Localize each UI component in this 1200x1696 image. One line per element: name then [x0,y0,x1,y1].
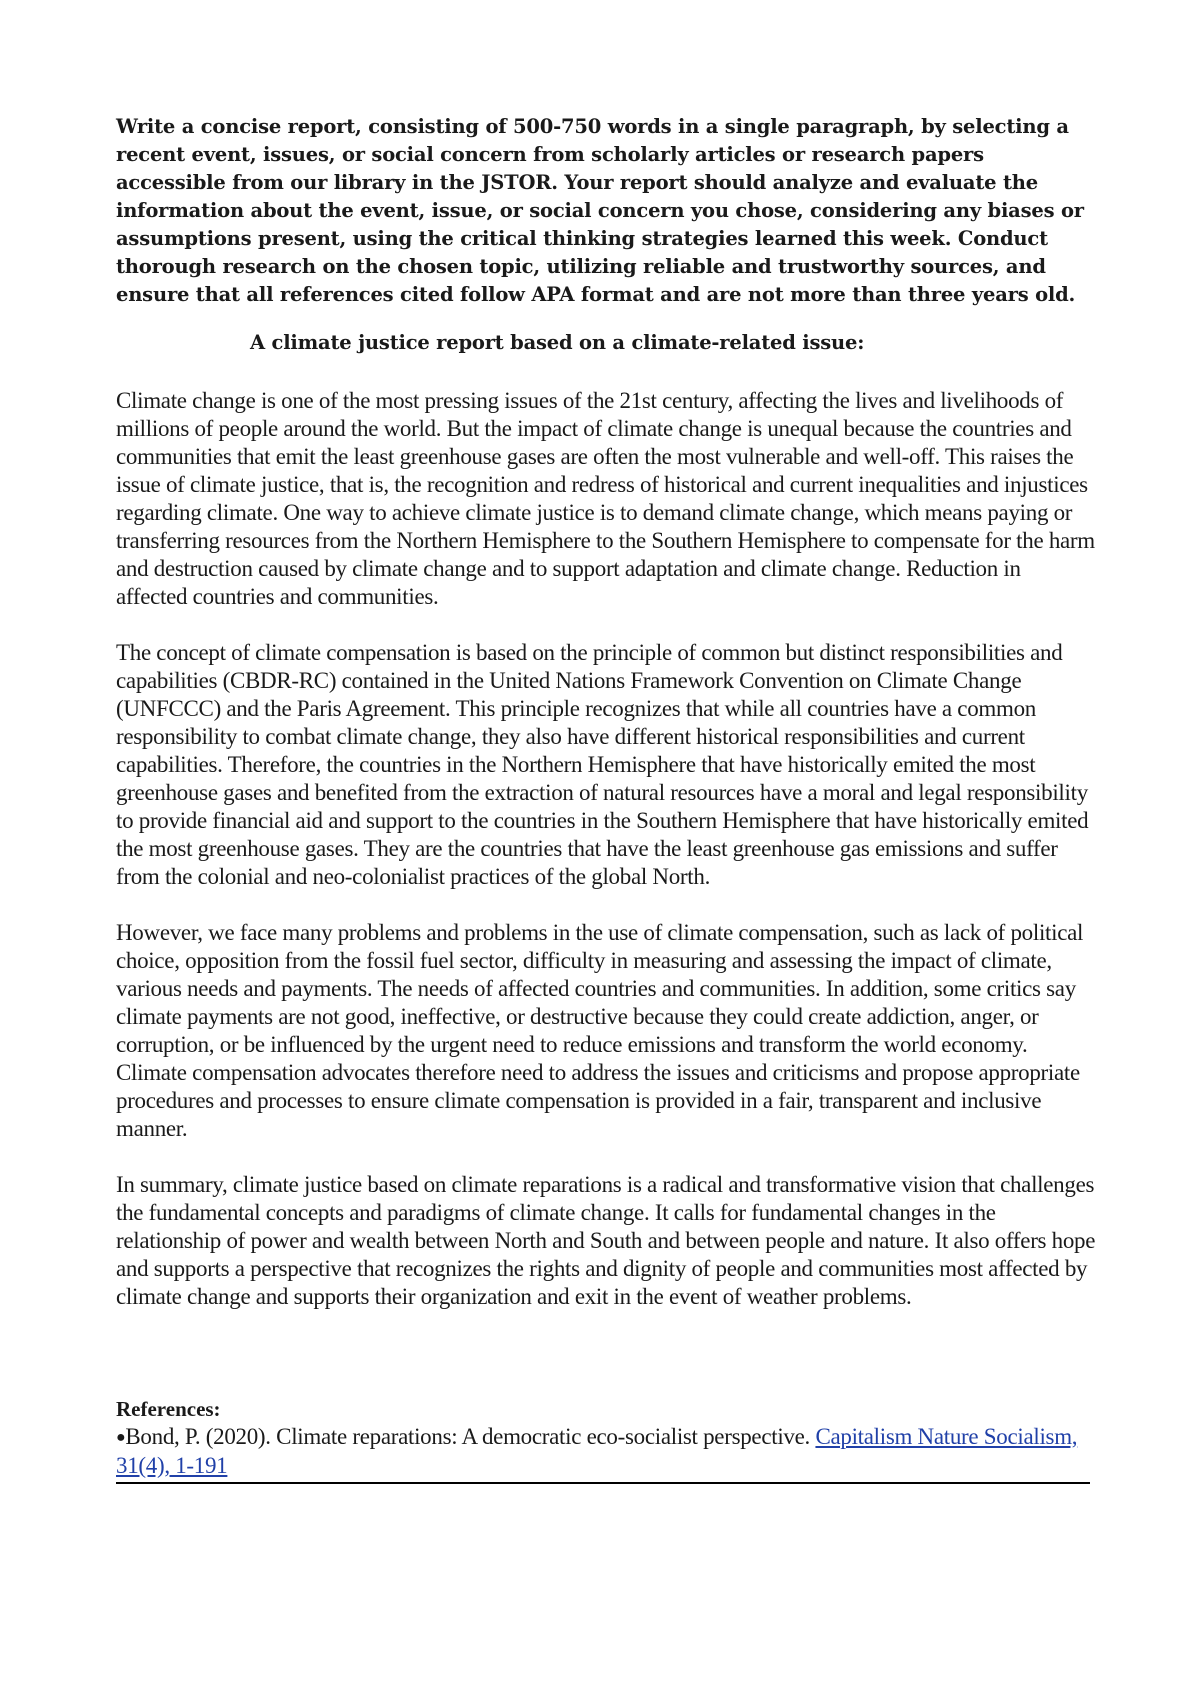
report-paragraph-3: However, we face many problems and problems in the use of climate compensation, such as lack of political choice, opposition from the fossil fuel sector, difficulty in measuring and assessing the impact of climate, various needs and payments. The needs of affected countries and communities. In addition, some critics say climate payments are not good, ineffective, or destructive because they could create addiction, anger, or corruption, or be influenced by the urgent need to reduce emissions and transform the world economy. Climate compensation advocates therefore need to address the issues and criticisms and propose appropriate procedures and processes to ensure climate compensation is provided in a fair, transparent and inclusive manner. [116,920,1084,1141]
references-heading: References: [116,1397,221,1421]
assignment-prompt: Write a concise report, consisting of 500-750 words in a single paragraph, by selecting a recent event, issues, or social concern from scholarly articles or research papers accessible from our library in the JSTOR. Your report should analyze and evaluate the information about the event, issue, or social concern you chose, considering any biases or assumptions present, using the critical thinking strategies learned this week. Conduct thorough research on the chosen topic, utilizing reliable and trustworthy sources, and ensure that all references cited follow APA format and are not more than three years old. [116,115,1084,306]
report-paragraph-4: In summary, climate justice based on climate reparations is a radical and transformative vision that challenges the fundamental concepts and paradigms of climate change. It calls for fundamental changes in the relationship of power and wealth between North and South and between people and nature. It also offers hope and supports a perspective that recognizes the rights and dignity of people and communities most affected by climate change and supports their organization and exit in the event of weather problems. [116,1172,1096,1309]
document-page [116,113,1096,1484]
report-paragraph-2: The concept of climate compensation is based on the principle of common but distinct responsibilities and capabilities (CBDR-RC) contained in the United Nations Framework Convention on Climate Change (UNFCCC) and the Paris Agreement. This principle recognizes that while all countries have a common responsibility to combat climate change, they also have different historical responsibilities and current capabilities. Therefore, the countries in the Northern Hemisphere that have historically emited the most greenhouse gases and benefited from the extraction of natural resources have a moral and legal responsibility to provide financial aid and support to the countries in the Southern Hemisphere that have historically emited the most greenhouse gases. They are the countries that have the least greenhouse gas emissions and suffer from the colonial and neo-colonialist practices of the global North. [116,640,1089,889]
reference-text: Bond, P. (2020). Climate reparations: A democratic eco-socialist perspective. [125,1424,816,1449]
reference-entry [116,1423,1090,1484]
report-title: A climate justice report based on a climate-related issue: [250,331,865,354]
report-paragraph-1: Climate change is one of the most pressing issues of the 21st century, affecting the lives and livelihoods of millions of people around the world. But the impact of climate change is unequal because the countries and communities that emit the least greenhouse gases are often the most vulnerable and well-off. This raises the issue of climate justice, that is, the recognition and redress of historical and current inequalities and injustices regarding climate. One way to achieve climate justice is to demand climate change, which means paying or transferring resources from the Northern Hemisphere to the Southern Hemisphere to compensate for the harm and destruction caused by climate change and to support adaptation and climate change. Reduction in affected countries and communities. [116,388,1095,609]
references-section [116,1395,1096,1484]
reference-link[interactable]: Capitalism Nature Socialism, 31(4), 1-191 [116,1424,1078,1478]
bullet-icon: ● [116,1429,126,1446]
